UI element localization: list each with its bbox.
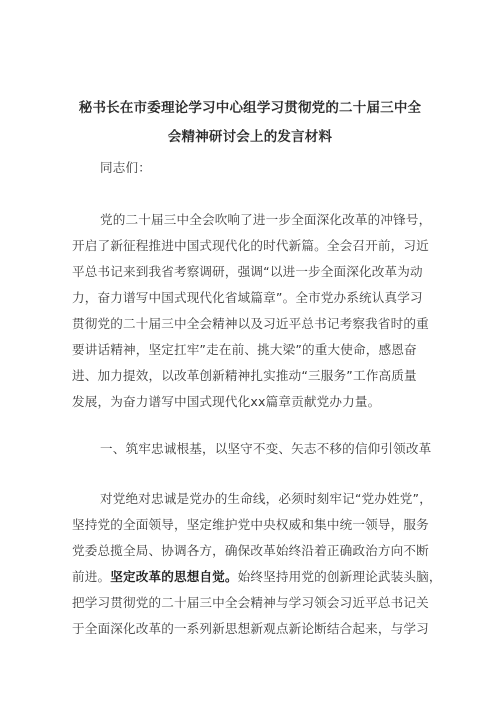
paragraph-2-line — [72, 569, 442, 585]
bold-subheading: 坚定改革的思想自觉。 — [110, 569, 238, 584]
paragraph-1-line: 党的二十届三中全会吹响了进一步全面深化改革的冲锋号， — [100, 212, 432, 227]
paragraph-1-line: 平总书记来到我省考察调研，强调“以进一步全面深化改革为动 — [72, 264, 423, 279]
document-title-line-1: 秘书长在市委理论学习中心组学习贯彻党的二十届三中全 — [78, 100, 422, 116]
paragraph-2-line: 于全面深化改革的一系列新思想新观点新论断结合起来，与学习 — [72, 621, 429, 636]
paragraph-1-line: 开启了新征程推进中国式现代化的时代新篇。全会召开前，习近 — [72, 238, 429, 253]
paragraph-1-line: 发展，为奋力谱写中国式现代化xx篇章贡献党办力量。 — [72, 394, 381, 409]
paragraph-2-line: 党委总揽全局、协调各方，确保改革始终沿着正确政治方向不断 — [72, 543, 429, 558]
paragraph-2-text: 始终坚持用党的创新理论武装头脑， — [237, 569, 442, 584]
paragraph-1-line: 力，奋力谱写中国式现代化省域篇章”。全市党办系统认真学习 — [72, 290, 423, 305]
section-heading: 一、筑牢忠诚根基，以坚守不变、矢志不移的信仰引领改革 — [100, 441, 432, 456]
paragraph-2-line: 把学习贯彻党的二十届三中全会精神与学习领会习近平总书记关 — [72, 595, 429, 610]
document-title-line-2: 会精神研讨会上的发言材料 — [167, 129, 333, 145]
salutation: 同志们： — [100, 160, 151, 175]
paragraph-1-line: 进、加力提效，以改革创新精神扎实推动“三服务”工作高质量 — [72, 368, 417, 383]
paragraph-2-line: 坚持党的全面领导，坚定维护党中央权威和集中统一领导，服务 — [72, 517, 429, 532]
paragraph-2-line: 对党绝对忠诚是党办的生命线，必须时刻牢记“党办姓党”， — [100, 491, 432, 506]
paragraph-2-text: 前进。 — [72, 569, 111, 584]
paragraph-1-line: 要讲话精神，坚定扛牢”走在前、挑大梁”的重大使命，感恩奋 — [72, 342, 417, 357]
paragraph-1-line: 贯彻党的二十届三中全会精神以及习近平总书记考察我省时的重 — [72, 316, 429, 331]
